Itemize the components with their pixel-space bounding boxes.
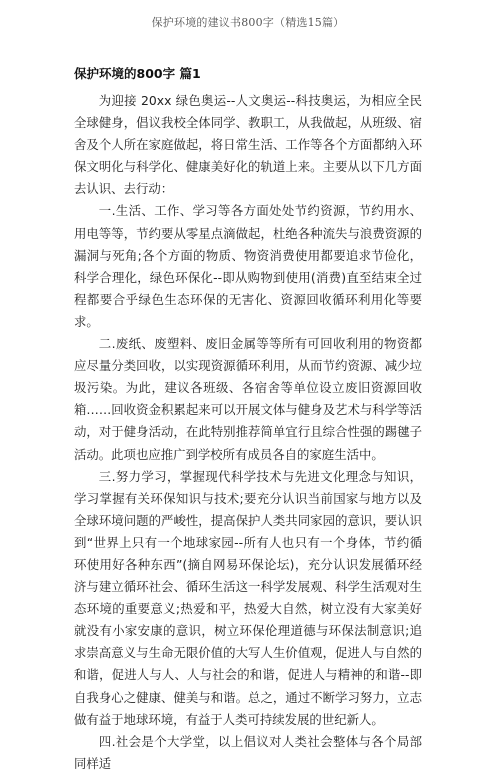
paragraph-point-4: 四.社会是个大学堂，以上倡议对人类社会整体与各个局部同样适 <box>74 733 422 771</box>
document-title: 保护环境的建议书800字（精选15篇） <box>151 16 345 29</box>
body-text <box>74 90 422 775</box>
paragraph-point-3: 三.努力学习，掌握现代科学技术与先进文化理念与知识，学习掌握有关环保知识与技术;要充分认识当前国家与地方以及全球环境问题的严峻性，提高保护人类共同家园的意识，要认识到“世界上只有一个地球家园--所有人也只有一个身体，节约循环使用好各种东西”(摘自网易环保论坛)，充分认识发展循环经济与建立循环社会、循环生活这一科学发展观、科学生活观对生态环境的重要意义;热爱和平，热爱大自然，树立没有大家美好就没有小家安康的意识，树立环保伦理道德与环保法制意识;追求崇高意义与生命无限价值的大写人生价值观，促进人与自然的和谐，促进人与人、人与社会的和谐，促进人与精神的和谐--即自我身心之健康、健美与和谐。总之，通过不断学习努力，立志做有益于地球环境，有益于人类可持续发展的世纪新人。 <box>74 468 422 727</box>
section-heading: 保护环境的800字 篇1 <box>74 66 201 81</box>
paragraph-point-1: 一.生活、工作、学习等各方面处处节约资源，节约用水、用电等等，节约要从零星点滴做起，杜绝各种流失与浪费资源的漏洞与死角;各个方面的物质、物资消费使用都要追求节俭化，科学合理化，绿色环保化--即从购物到使用(消费)直至结束全过程都要合乎绿色生态环保的无害化、资源回收循环利用化等要求。 <box>74 203 422 329</box>
paragraph-point-2: 二.废纸、废塑料、废旧金属等等所有可回收利用的物资都应尽量分类回收，以实现资源循环利用，从而节约资源、减少垃圾污染。为此，建议各班级、各宿舍等单位设立废旧资源回收箱……回收资金积累起来可以开展文体与健身及艺术与科学等活动，对于健身活动，在此特别推荐简单宜行且综合性强的踢毽子活动。此项也应推广到学校所有成员各自的家庭生活中。 <box>74 336 422 462</box>
paragraph-intro: 为迎接 20xx 绿色奥运--人文奥运--科技奥运，为相应全民全球健身，倡议我校全体同学、教职工，从我做起，从班级、宿舍及个人所在家庭做起，将日常生活、工作等各个方面都纳入环保文明化与科学化、健康美好化的轨道上来。主要从以下几方面去认识、去行动： <box>74 93 422 197</box>
